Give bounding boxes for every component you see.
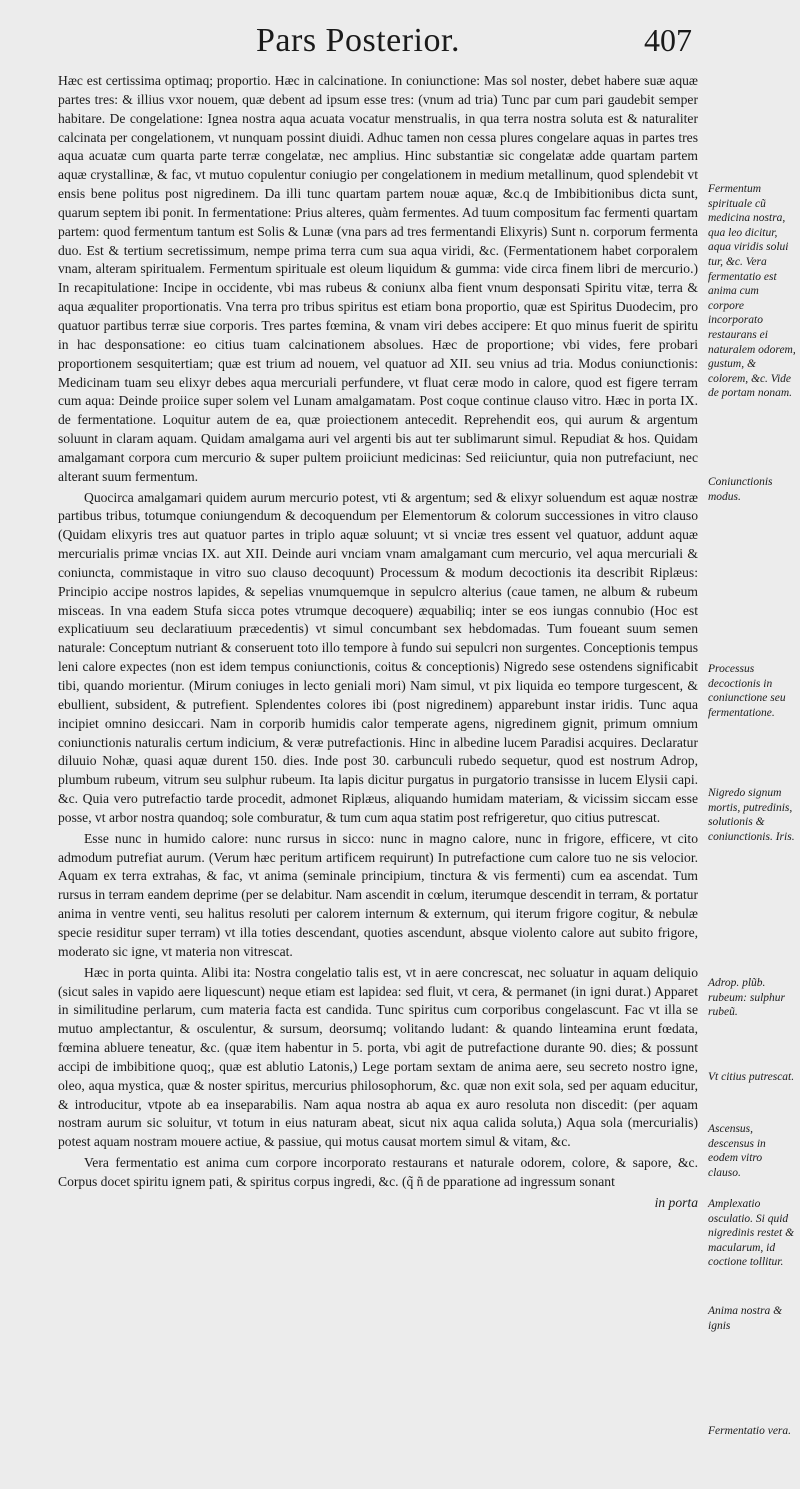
marginal-note: Fermentatio vera. bbox=[708, 1425, 792, 1437]
main-text bbox=[58, 72, 698, 1213]
marginal-note: Vt citius putrescat. bbox=[708, 1071, 795, 1083]
running-title: Pars Posterior. bbox=[256, 22, 460, 59]
marginal-note: Coniunctionis modus. bbox=[708, 476, 773, 503]
marginal-note: Amplexatio osculatio. Si quid nigredinis restet & macularum, id coctione tollitur. bbox=[708, 1198, 795, 1269]
paragraph: Quocirca amalgamari quidem aurum mercurio potest, vti & argentum; sed & elixyr soluendum est aquæ nostræ partibus tribus, totumque coniungendum & decoquendum per Elementorum & colorum successiones in vitro clauso (Quidam elixyris tres aut quatuor partes in triplo aquæ soluunt; vt si vnciæ tres essent vel quatuor, addunt aquæ mercurialis primæ vncias IX. aut XII. Deinde auri vnciam vnam amalgamant cum mercurio, vel aqua mercuriali & coniuncta, commistaque in vitro suo clauso decoquunt) Processum & modum decoctionis ita describit Riplæus: Principio accipe nostros lapides, & sepelias vnumquemque in sepulcro alterius (caue tamen, ne album & rubeum misceas. In vna eadem Stufa sicca potes vtrumque decoquere) æquabiliq; inter se eos iungas connubio (Hoc est explicatiuum seu declaratiuum præcedentis) vt simul concumbant sex hebdomadas. Tum foueant suum semen naturale: Conceptum nutriant & conseruent toto illo tempore à fundo sui sepulcri non surgentes. Conceptionis tempus leni calore expectes (non est idem tempus coniunctionis, coitus & conceptionis) Nigredo sese ostendens significabit tibi, quando morientur. (Mirum coniuges in lecto geniali mori) Nam simul, vt pix liquida eo tempore turgescent, & ebullient, subsident, & putrefient. Splendentes colores ibi (post nigredinem) apparebunt instar iridis. Tunc aqua incipiet omnino desiccari. Nam in corporib humidis calor temperate agens, nigredinem gignit, primum omnium coniunctionis naturalis certum indicium, & veræ putrefactionis. Hinc in albedine lucem Paradisi acquires. Declaratur diluuio Nohæ, quasi aquæ durent 150. dies. Inde post 30. carbunculi rubedo sequetur, quod est nostrum Adrop, plumbum rubeum, vitrum seu sulphur rubeum. Ita lapis dicitur purgatus in purgatorio transisse in lucem Elysii capi. &c. Quia vero putrefactio tarde procedit, admonet Riplæus, aliquando humidam materiam, & vicissim siccam esse posse, vt arbor nostra quandoq; sole comburatur, & tum cum aqua statim post refrigeretur, quo citius putrescat. bbox=[58, 489, 698, 825]
marginal-note: Ascensus, descensus in eodem vitro clauso. bbox=[708, 1123, 766, 1179]
paragraph: Esse nunc in humido calore: nunc rursus in sicco: nunc in magno calore, nunc in frigore, efficere, vt cito admodum putrefiat aurum. (Verum hæc peritum artificem requirunt) In putrefactione cum calore tuo ne sis velocior. Aquam ex terra extrahas, & fac, vt anima (seminale principium, tinctura & vis fermenti) cum ea ascendat. Tum rursus in terram eandem deprime (per se delabitur. Nam ascendit in cœlum, iterumque descendit in terram, & portatur anima in ventre venti, seu halitus resoluti per calorem internum & externum, qui iterum frigore cogitur, & nebulæ specie residitur super terram) vt illa toties descendant, quoties ascendunt, absque violento calore aut subito frigore, moderato sic igne, vt materia non vitrescat. bbox=[58, 830, 698, 959]
marginal-note: Anima nostra & ignis bbox=[708, 1305, 783, 1332]
marginal-note: Processus decoctionis in coniunctione seu fermentatione. bbox=[708, 663, 786, 719]
page-number: 407 bbox=[644, 22, 692, 58]
paragraph: Hæc in porta quinta. Alibi ita: Nostra congelatio talis est, vt in aere concrescat, nec soluatur in aquam deliquio (sicut sales in vapido aere liquescunt) neque etiam est lapidea: sed fluit, vt cera, & permanet (in igni durat.) Apparet in similitudine perlarum, cum materia facta est candida. Tunc spiritus cum corporibus congelascunt. Fac vt illa se mutuo amplectantur, & osculentur, & sursum, deorsumq; volitando ludant: & quando linteamina erunt fœdata, fœmina abluere teneatur, &c. (quæ item habentur in 5. porta, vbi agit de putrefactione durante 90. dies; & possunt accipi de imbibitione quoq;, quæ est ablutio Latonis,) Lege portam sextam de anima aere, seu secreto nostro igne, oleo, aqua mystica, quæ & noster spiritus, mercurius philosophorum, &c. quæ non exit sola, sed per aquam educitur, & introducitur, vtpote ab ea inseparabilis. Nam aqua nostra ab aqua ex auro resoluta non discedit: (per aquam nostram aurum sic soluitur, vt totum in eius naturam abeat, sicut nix aqua calida soluta,) Aqua sola (mercurialis) potest aquam nostram mouere actiue, & passiue, qui motus causat mortem simul & vitam, &c. bbox=[58, 964, 698, 1150]
page-header bbox=[0, 18, 800, 68]
marginal-note: Adrop. plũb. rubeum: sulphur rubeũ. bbox=[708, 977, 785, 1019]
marginal-note: Nigredo signum mortis, putredinis, solutionis & coniunctionis. Iris. bbox=[708, 787, 795, 843]
paragraph: Vera fermentatio est anima cum corpore incorporato restaurans et naturale odorem, colore, & sapore, &c. Corpus docet spiritu ignem pati, & spiritus corpus ingredi, &c. (q̃ ñ de pparatione ad ingressum sonant bbox=[58, 1155, 698, 1189]
paragraph: Hæc est certissima optimaq; proportio. Hæc in calcinatione. In coniunctione: Mas sol noster, debet habere suæ aquæ partes tres: & illius vxor nouem, quæ debent ad ipsum esse tres: (vnum ad tria) Tunc par cum pari gaudebit semper habitare. De congelatione: Ignea nostra aqua acuata vocatur menstrualis, in qua terra nostra soluta est & naturaliter calcinata per congelationem, vt nunquam possint diuidi. Adhuc tamen non cessa plures congelare aquas in partes tres aqua acuatæ cum quarta parte terræ congelatæ, nec amplius. Hinc substantiæ sic congelatæ adde quartam partem aquæ crystallinæ, & fac, vt mutuo copulentur coniugio per congelationem in medium metallinum, quod splendebit vt ensis bene politus post nigredinem. Da illi tunc quartam partem nouæ aquæ, &c.q de Imbibitionibus dicta sunt, quarum septem ibi ponit. In fermentatione: Prius alteres, quàm fermentes. Ad tuum compositum fac fermenti quartam partem: quod fermentum tantum est Solis & Lunæ (vna pars ad tres fermentandi Elixyris) Sunt n. corporum fermenta duo. Est & tertium secretissimum, nempe prima terra cum sua aqua viridi, &c. (Fermentationem habet corporalem vnam, alteram spiritualem. Fermentum spirituale est oleum liquidum & gumma: vide circa finem libri de mercurio.) In recapitulatione: Incipe in occidente, vbi mas rubeus & coniunx alba fient vnum desponsati Spiritu vitæ, terra & aqua æqualiter proportionatis. Vna terra pro tribus spiritus est etiam bona proportio, quæ est Spiritus Duodecim, pro quatuor partibus terræ siue corporis. Tres partes fœmina, & vnam viri debes accipere: Et quo minus fuerit de spiritu in hac desponsatione: eo citius tuam calcinationem absolues. Hæc de proportione; vbi vides, fere probari proportionem sesquitertiam; quæ est trium ad nouem, vel quatuor ad XII. seu vnius ad tria. Modus coniunctionis: Medicinam tuam seu elixyr debes aqua mercuriali perfundere, vt fluat ceræ modo in calore, quod est figere terram cum aqua: Deinde proiice super solem vel Lunam amalgamatam. Post coque continue clauso vitro. Hæc in porta IX. de fermentatione. Loquitur autem de ea, quæ proiectionem antecedit. Reprehendit eos, qui aurum & argentum soluunt in claram aquam. Quidam amalgama auri vel argenti bis aut ter sublimarunt simul. Repudiat & hos. Quidam amalgamant corpora cum mercurio & super pultem proiiciunt medicinas: Sed reiiciuntur, quia non putrefaciunt, nec alterant suum fermentum. bbox=[58, 73, 698, 484]
marginal-note: Fermentum spirituale cũ medicina nostra, qua leo dicitur, aqua viridis solui tur, &c. Vera fermentatio est anima cum corpore incorporato restaurans ei naturalem odorem, gustum, & colorem, &c. Vide de portam nonam. bbox=[708, 183, 796, 400]
catchword: in porta bbox=[654, 1194, 698, 1210]
